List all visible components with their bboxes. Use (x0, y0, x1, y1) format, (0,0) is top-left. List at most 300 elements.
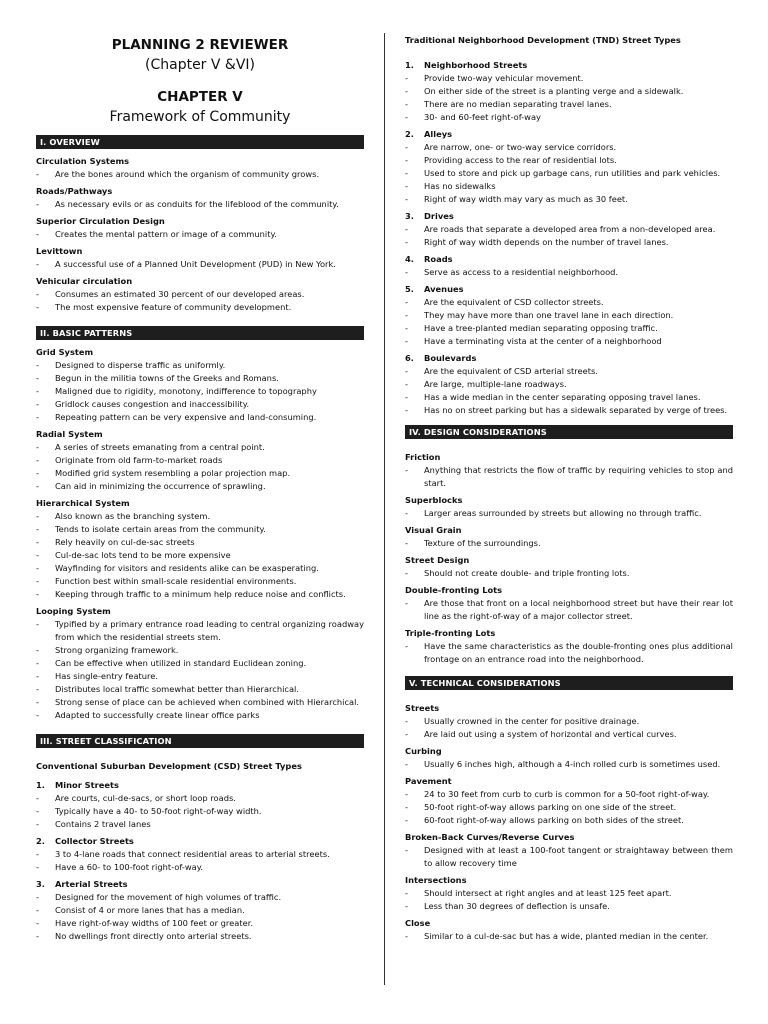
list-item (36, 709, 364, 722)
topic-heading: Vehicular circulation (36, 276, 133, 286)
list-item (405, 72, 733, 85)
bullet-dash: - (405, 802, 408, 812)
bullet-dash: - (36, 658, 39, 668)
list-item-text: Right of way width depends on the number of travel lanes. (424, 237, 669, 247)
bullet-dash: - (36, 289, 39, 299)
bullet-dash: - (405, 142, 408, 152)
bullet-dash: - (36, 373, 39, 383)
list-item-text: Adapted to successfully create linear office parks (55, 710, 260, 720)
list-item (405, 537, 733, 550)
list-item-text: Gridlock causes congestion and inaccessibility. (55, 399, 250, 409)
bullet-dash: - (405, 888, 408, 898)
list-item (36, 385, 364, 398)
chapter-title: CHAPTER V (157, 89, 243, 105)
topic-heading: Hierarchical System (36, 498, 130, 508)
list-item (36, 575, 364, 588)
bullet-list (405, 930, 733, 943)
list-item (405, 85, 733, 98)
heading-number: 1. (405, 60, 414, 70)
bullet-list (405, 567, 733, 580)
section-header-design-considerations: IV. DESIGN CONSIDERATIONS (405, 425, 733, 439)
list-item (405, 567, 733, 580)
bullet-dash: - (36, 442, 39, 452)
heading-number: 3. (405, 211, 414, 221)
list-item-text: Contains 2 travel lanes (55, 819, 151, 829)
list-item (36, 168, 364, 181)
bullet-dash: - (405, 392, 408, 402)
list-item (405, 900, 733, 913)
bullet-dash: - (405, 729, 408, 739)
list-item (405, 154, 733, 167)
numbered-heading (405, 59, 733, 72)
bullet-list (36, 359, 364, 424)
list-item (405, 464, 733, 490)
heading-number: 2. (405, 129, 414, 139)
bullet-dash: - (36, 563, 39, 573)
bullet-dash: - (36, 862, 39, 872)
bullet-dash: - (36, 360, 39, 370)
bullet-dash: - (36, 302, 39, 312)
bullet-dash: - (36, 697, 39, 707)
list-item (36, 454, 364, 467)
list-item (36, 848, 364, 861)
list-item (405, 223, 733, 236)
list-item (36, 696, 364, 709)
bullet-dash: - (36, 684, 39, 694)
heading-text: Boulevards (424, 353, 477, 363)
bullet-list (36, 792, 364, 831)
list-item (405, 193, 733, 206)
list-item-text: Are the bones around which the organism of community grows. (55, 169, 320, 179)
bullet-dash: - (36, 849, 39, 859)
list-item (405, 801, 733, 814)
list-item-text: Designed with at least a 100-foot tangent or straightaway between them to allow recovery time (424, 845, 733, 868)
list-item (36, 670, 364, 683)
bullet-dash: - (405, 568, 408, 578)
bullet-dash: - (405, 598, 408, 608)
bullet-dash: - (405, 366, 408, 376)
list-item-text: Usually crowned in the center for positive drainage. (424, 716, 640, 726)
bullet-dash: - (36, 819, 39, 829)
list-item (405, 758, 733, 771)
numbered-heading (405, 283, 733, 296)
section-header-street-classification: III. STREET CLASSIFICATION (36, 734, 364, 748)
bullet-dash: - (405, 323, 408, 333)
bullet-list (405, 507, 733, 520)
list-item-text: Have a tree-planted median separating opposing traffic. (424, 323, 658, 333)
list-item-text: Wayfinding for visitors and residents alike can be exasperating. (55, 563, 319, 573)
list-item-text: Distributes local traffic somewhat better than Hierarchical. (55, 684, 299, 694)
list-item-text: Are large, multiple-lane roadways. (424, 379, 567, 389)
numbered-heading (405, 210, 733, 223)
heading-number: 1. (36, 780, 45, 790)
bullet-list (405, 715, 733, 741)
bullet-dash: - (36, 386, 39, 396)
list-item-text: Right of way width may vary as much as 30 feet. (424, 194, 628, 204)
list-item (36, 618, 364, 644)
bullet-dash: - (405, 297, 408, 307)
bullet-dash: - (405, 465, 408, 475)
list-item (36, 228, 364, 241)
document-subtitle: (Chapter V &VI) (145, 57, 255, 73)
bullet-list (405, 844, 733, 870)
list-item (36, 805, 364, 818)
list-item-text: Modified grid system resembling a polar projection map. (55, 468, 291, 478)
bullet-dash: - (405, 168, 408, 178)
list-item (36, 480, 364, 493)
list-item (405, 597, 733, 623)
list-item-text: Are the equivalent of CSD collector streets. (424, 297, 604, 307)
bullet-list (36, 288, 364, 314)
bullet-dash: - (36, 169, 39, 179)
topic-heading: Intersections (405, 875, 467, 885)
bullet-dash: - (405, 112, 408, 122)
bullet-dash: - (405, 99, 408, 109)
list-item-text: Repeating pattern can be very expensive and land-consuming. (55, 412, 317, 422)
topic-heading: Close (405, 918, 431, 928)
list-item-text: Used to store and pick up garbage cans, run utilities and park vehicles. (424, 168, 721, 178)
list-item (405, 111, 733, 124)
list-item (36, 683, 364, 696)
bullet-list (405, 141, 733, 206)
list-item-text: Typically have a 40- to 50-foot right-of-way width. (55, 806, 262, 816)
bullet-list (405, 640, 733, 666)
list-item-text: 3 to 4-lane roads that connect residential areas to arterial streets. (55, 849, 330, 859)
bullet-dash: - (36, 511, 39, 521)
list-item-text: Originate from old farm-to-market roads (55, 455, 223, 465)
bullet-dash: - (36, 481, 39, 491)
bullet-list (405, 758, 733, 771)
list-item (36, 411, 364, 424)
topic-heading: Looping System (36, 606, 111, 616)
list-item (36, 562, 364, 575)
list-item (405, 309, 733, 322)
list-item-text: Are laid out using a system of horizontal and vertical curves. (424, 729, 677, 739)
heading-number: 6. (405, 353, 414, 363)
bullet-list (36, 618, 364, 722)
list-item (405, 930, 733, 943)
list-item (405, 814, 733, 827)
bullet-list (36, 258, 364, 271)
bullet-list (405, 597, 733, 623)
bullet-dash: - (405, 931, 408, 941)
topic-heading: Curbing (405, 746, 442, 756)
list-item (405, 322, 733, 335)
list-item (36, 441, 364, 454)
list-item-text: Creates the mental pattern or image of a community. (55, 229, 277, 239)
bullet-dash: - (405, 759, 408, 769)
list-item-text: Similar to a cul-de-sac but has a wide, planted median in the center. (424, 931, 709, 941)
bullet-list (405, 266, 733, 279)
right-column (405, 0, 733, 943)
list-item-text: Have a terminating vista at the center of a neighborhood (424, 336, 662, 346)
bullet-dash: - (405, 538, 408, 548)
list-item (36, 657, 364, 670)
list-item-text: Have right-of-way widths of 100 feet or greater. (55, 918, 253, 928)
list-item-text: The most expensive feature of community development. (55, 302, 292, 312)
numbered-heading (405, 128, 733, 141)
list-item (36, 301, 364, 314)
bullet-list (36, 891, 364, 943)
topic-heading: Superior Circulation Design (36, 216, 165, 226)
list-item-text: There are no median separating travel lanes. (424, 99, 612, 109)
bullet-list (405, 788, 733, 827)
bullet-dash: - (36, 455, 39, 465)
bullet-dash: - (405, 716, 408, 726)
numbered-heading (405, 253, 733, 266)
list-item-text: Are those that front on a local neighborhood street but have their rear lot line as the right-of-way of a major collector street. (424, 598, 733, 621)
bullet-list (405, 365, 733, 417)
list-item (36, 288, 364, 301)
list-item (405, 640, 733, 666)
list-item (405, 728, 733, 741)
list-item (36, 792, 364, 805)
numbered-heading (36, 835, 364, 848)
topic-heading: Triple-fronting Lots (405, 628, 496, 638)
list-item-text: Also known as the branching system. (55, 511, 211, 521)
bullet-dash: - (36, 892, 39, 902)
bullet-dash: - (36, 793, 39, 803)
topic-heading: Streets (405, 703, 440, 713)
list-item (36, 891, 364, 904)
list-item-text: Provide two-way vehicular movement. (424, 73, 584, 83)
list-item (405, 507, 733, 520)
list-item-text: Providing access to the rear of residential lots. (424, 155, 617, 165)
list-item (405, 141, 733, 154)
bullet-dash: - (36, 589, 39, 599)
list-item-text: Designed to disperse traffic as uniformly. (55, 360, 226, 370)
list-item-text: Tends to isolate certain areas from the community. (55, 524, 266, 534)
bullet-dash: - (405, 641, 408, 651)
bullet-dash: - (405, 405, 408, 415)
list-item-text: Maligned due to rigidity, monotony, indifference to topography (55, 386, 317, 396)
bullet-dash: - (405, 508, 408, 518)
bullet-list (36, 510, 364, 601)
csd-heading: Conventional Suburban Development (CSD) Street Types (36, 761, 302, 771)
heading-number: 2. (36, 836, 45, 846)
heading-text: Avenues (424, 284, 464, 294)
list-item (36, 644, 364, 657)
bullet-list (36, 228, 364, 241)
heading-number: 5. (405, 284, 414, 294)
list-item (36, 523, 364, 536)
bullet-dash: - (36, 259, 39, 269)
bullet-dash: - (405, 267, 408, 277)
section-header-basic-patterns: II. BASIC PATTERNS (36, 326, 364, 340)
topic-heading: Circulation Systems (36, 156, 130, 166)
bullet-dash: - (405, 789, 408, 799)
list-item (36, 917, 364, 930)
list-item-text: Should intersect at right angles and at least 125 feet apart. (424, 888, 672, 898)
list-item (405, 365, 733, 378)
chapter-subtitle: Framework of Community (109, 109, 291, 125)
bullet-list (405, 464, 733, 490)
topic-heading: Friction (405, 452, 441, 462)
list-item (36, 904, 364, 917)
list-item-text: Has single-entry feature. (55, 671, 159, 681)
document-title: PLANNING 2 REVIEWER (111, 37, 289, 53)
list-item-text: 24 to 30 feet from curb to curb is common for a 50-foot right-of-way. (424, 789, 710, 799)
list-item-text: Strong organizing framework. (55, 645, 179, 655)
list-item (36, 930, 364, 943)
list-item-text: Designed for the movement of high volumes of traffic. (55, 892, 282, 902)
list-item (36, 588, 364, 601)
heading-text: Neighborhood Streets (424, 60, 528, 70)
tnd-heading: Traditional Neighborhood Development (TND) Street Types (405, 35, 681, 45)
list-item (405, 715, 733, 728)
list-item-text: Has a wide median in the center separating opposing travel lanes. (424, 392, 701, 402)
topic-heading: Grid System (36, 347, 94, 357)
list-item-text: Are the equivalent of CSD arterial streets. (424, 366, 598, 376)
list-item (405, 335, 733, 348)
list-item (36, 398, 364, 411)
bullet-dash: - (36, 399, 39, 409)
list-item-text: A series of streets emanating from a central point. (55, 442, 265, 452)
bullet-dash: - (36, 931, 39, 941)
list-item (36, 549, 364, 562)
bullet-list (36, 168, 364, 181)
bullet-dash: - (36, 537, 39, 547)
list-item-text: Anything that restricts the flow of traffic by requiring vehicles to stop and start. (424, 465, 733, 488)
list-item-text: On either side of the street is a planting verge and a sidewalk. (424, 86, 684, 96)
list-item-text: Typified by a primary entrance road leading to central organizing roadway from which the residential streets stem. (55, 619, 364, 642)
list-item (405, 236, 733, 249)
bullet-list (405, 72, 733, 124)
list-item (36, 536, 364, 549)
left-column (36, 0, 364, 943)
list-item-text: Has no on street parking but has a sidewalk separated by verge of trees. (424, 405, 728, 415)
topic-heading: Levittown (36, 246, 83, 256)
bullet-dash: - (36, 645, 39, 655)
list-item-text: Are roads that separate a developed area from a non-developed area. (424, 224, 716, 234)
heading-text: Roads (424, 254, 453, 264)
list-item-text: Can be effective when utilized in standard Euclidean zoning. (55, 658, 307, 668)
list-item-text: No dwellings front directly onto arterial streets. (55, 931, 252, 941)
bullet-dash: - (405, 815, 408, 825)
topic-heading: Street Design (405, 555, 470, 565)
numbered-heading (405, 352, 733, 365)
bullet-dash: - (405, 237, 408, 247)
bullet-dash: - (405, 336, 408, 346)
heading-text: Minor Streets (55, 780, 119, 790)
bullet-dash: - (405, 73, 408, 83)
list-item-text: Should not create double- and triple fronting lots. (424, 568, 630, 578)
bullet-dash: - (405, 379, 408, 389)
list-item (405, 180, 733, 193)
list-item-text: Consumes an estimated 30 percent of our developed areas. (55, 289, 305, 299)
bullet-dash: - (36, 905, 39, 915)
bullet-list (36, 441, 364, 493)
list-item-text: Has no sidewalks (424, 181, 496, 191)
list-item-text: They may have more than one travel lane in each direction. (424, 310, 674, 320)
list-item-text: Are narrow, one- or two-way service corridors. (424, 142, 617, 152)
bullet-dash: - (405, 310, 408, 320)
bullet-dash: - (36, 576, 39, 586)
bullet-dash: - (36, 550, 39, 560)
section-header-overview: I. OVERVIEW (36, 135, 364, 149)
heading-text: Alleys (424, 129, 453, 139)
bullet-list (405, 296, 733, 348)
bullet-dash: - (36, 806, 39, 816)
bullet-dash: - (36, 524, 39, 534)
heading-number: 4. (405, 254, 414, 264)
bullet-dash: - (405, 901, 408, 911)
bullet-dash: - (405, 845, 408, 855)
list-item-text: Have the same characteristics as the double-fronting ones plus additional frontage on an entrance road into the neighborhood. (424, 641, 733, 664)
bullet-dash: - (36, 710, 39, 720)
bullet-list (405, 887, 733, 913)
bullet-dash: - (36, 619, 39, 629)
list-item-text: Function best within small-scale residential environments. (55, 576, 297, 586)
list-item-text: 30- and 60-feet right-of-way (424, 112, 541, 122)
list-item (36, 467, 364, 480)
bullet-dash: - (405, 181, 408, 191)
list-item (405, 391, 733, 404)
list-item (36, 861, 364, 874)
topic-heading: Pavement (405, 776, 452, 786)
bullet-dash: - (36, 918, 39, 928)
list-item (405, 266, 733, 279)
bullet-dash: - (405, 86, 408, 96)
list-item-text: Can aid in minimizing the occurrence of sprawling. (55, 481, 266, 491)
list-item-text: Are courts, cul-de-sacs, or short loop roads. (55, 793, 236, 803)
bullet-dash: - (36, 671, 39, 681)
list-item-text: Texture of the surroundings. (424, 538, 541, 548)
topic-heading: Visual Grain (405, 525, 462, 535)
bullet-dash: - (405, 194, 408, 204)
list-item-text: Larger areas surrounded by streets but allowing no through traffic. (424, 508, 702, 518)
topic-heading: Broken-Back Curves/Reverse Curves (405, 832, 575, 842)
bullet-dash: - (405, 224, 408, 234)
list-item-text: A successful use of a Planned Unit Development (PUD) in New York. (55, 259, 336, 269)
list-item (36, 818, 364, 831)
list-item-text: Rely heavily on cul-de-sac streets (55, 537, 195, 547)
numbered-heading (36, 878, 364, 891)
list-item-text: 60-foot right-of-way allows parking on both sides of the street. (424, 815, 684, 825)
section-header-technical-considerations: V. TECHNICAL CONSIDERATIONS (405, 676, 733, 690)
list-item (36, 258, 364, 271)
list-item (405, 844, 733, 870)
list-item-text: Serve as access to a residential neighborhood. (424, 267, 619, 277)
list-item-text: Less than 30 degrees of deflection is unsafe. (424, 901, 610, 911)
bullet-list (405, 537, 733, 550)
topic-heading: Superblocks (405, 495, 463, 505)
list-item-text: Strong sense of place can be achieved when combined with Hierarchical. (55, 697, 360, 707)
list-item (405, 98, 733, 111)
topic-heading: Double-fronting Lots (405, 585, 503, 595)
heading-text: Drives (424, 211, 454, 221)
list-item (405, 296, 733, 309)
list-item-text: Have a 60- to 100-foot right-of-way. (55, 862, 204, 872)
list-item-text: Consist of 4 or more lanes that has a median. (55, 905, 245, 915)
list-item (36, 510, 364, 523)
bullet-dash: - (405, 155, 408, 165)
bullet-dash: - (36, 199, 39, 209)
topic-heading: Roads/Pathways (36, 186, 113, 196)
list-item (405, 167, 733, 180)
list-item (405, 378, 733, 391)
heading-text: Collector Streets (55, 836, 134, 846)
list-item (36, 198, 364, 211)
list-item (36, 359, 364, 372)
list-item-text: Cul-de-sac lots tend to be more expensive (55, 550, 231, 560)
topic-heading: Radial System (36, 429, 103, 439)
list-item-text: As necessary evils or as conduits for the lifeblood of the community. (55, 199, 339, 209)
column-divider (384, 33, 385, 985)
numbered-heading (36, 779, 364, 792)
bullet-list (36, 848, 364, 874)
list-item-text: 50-foot right-of-way allows parking on one side of the street. (424, 802, 677, 812)
